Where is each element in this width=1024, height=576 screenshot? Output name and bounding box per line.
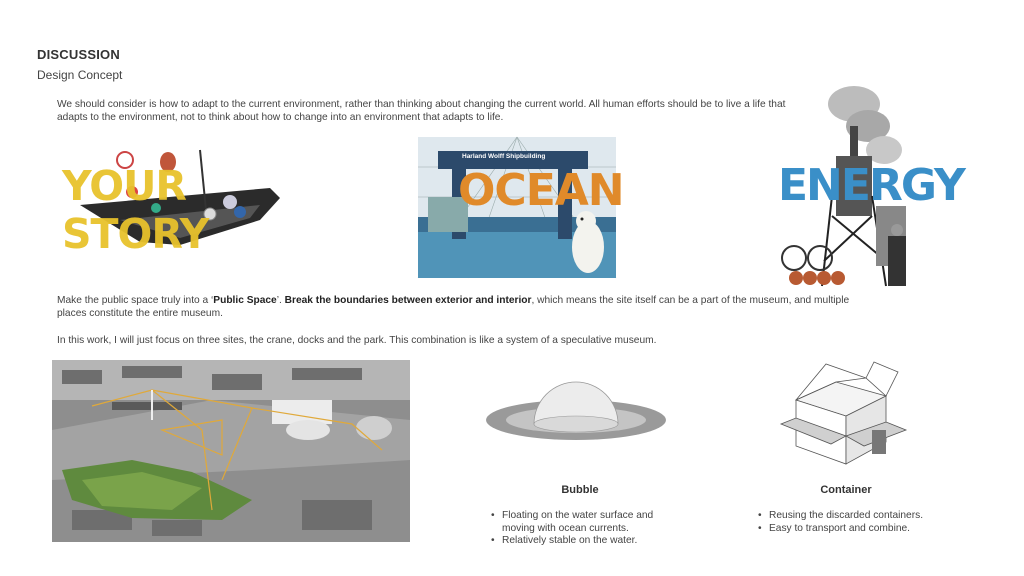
aerial-site-map <box>52 360 410 542</box>
list-item: • Relatively stable on the water. <box>488 535 688 548</box>
statement-bold-public-space: Public Space <box>213 295 277 306</box>
statement-bold-boundaries: Break the boundaries between exterior and interior <box>284 295 532 306</box>
container-bullet-list <box>755 510 955 535</box>
container-illustration <box>776 360 916 472</box>
bubble-bullet-list <box>488 510 688 548</box>
list-item: • Easy to transport and combine. <box>755 523 955 536</box>
focus-paragraph: In this work, I will just focus on three sites, the crane, docks and the park. This combination is like a system of a speculative museum. <box>57 335 657 346</box>
your-story-word: YOUR STORY <box>62 162 209 258</box>
energy-word: ENERGY <box>778 160 964 211</box>
page-title: DISCUSSION <box>37 47 120 62</box>
ocean-banner-text: Harland Wolff Shipbuilding <box>462 153 546 160</box>
statement-text-2: ’. <box>276 295 285 306</box>
statement-text-3: , which means the site itself can be a part of the museum, and multiple places constitute the entire museum. <box>57 295 850 319</box>
page-subtitle: Design Concept <box>37 68 123 82</box>
aerial-map-graphic <box>52 360 410 542</box>
bubble-title: Bubble <box>561 484 599 496</box>
list-item: • Reusing the discarded containers. <box>755 510 955 523</box>
your-story-collage <box>60 150 280 258</box>
container-graphic <box>776 360 916 472</box>
ocean-collage <box>418 137 624 278</box>
ocean-word: OCEAN <box>458 165 624 216</box>
bubble-illustration <box>484 378 668 448</box>
statement-text-1: Make the public space truly into a ‘ <box>57 295 214 306</box>
statement-paragraph <box>57 294 857 320</box>
list-item: • Floating on the water surface and moving with ocean currents. <box>488 510 688 535</box>
container-title: Container <box>820 484 872 496</box>
energy-collage <box>776 86 964 288</box>
intro-paragraph: We should consider is how to adapt to the current environment, rather than thinking about changing the current world. All human efforts should be to live a life that adapts to the environment, not to think about how to change into an environment that adapts to life. <box>57 99 786 123</box>
bubble-graphic <box>484 378 668 448</box>
